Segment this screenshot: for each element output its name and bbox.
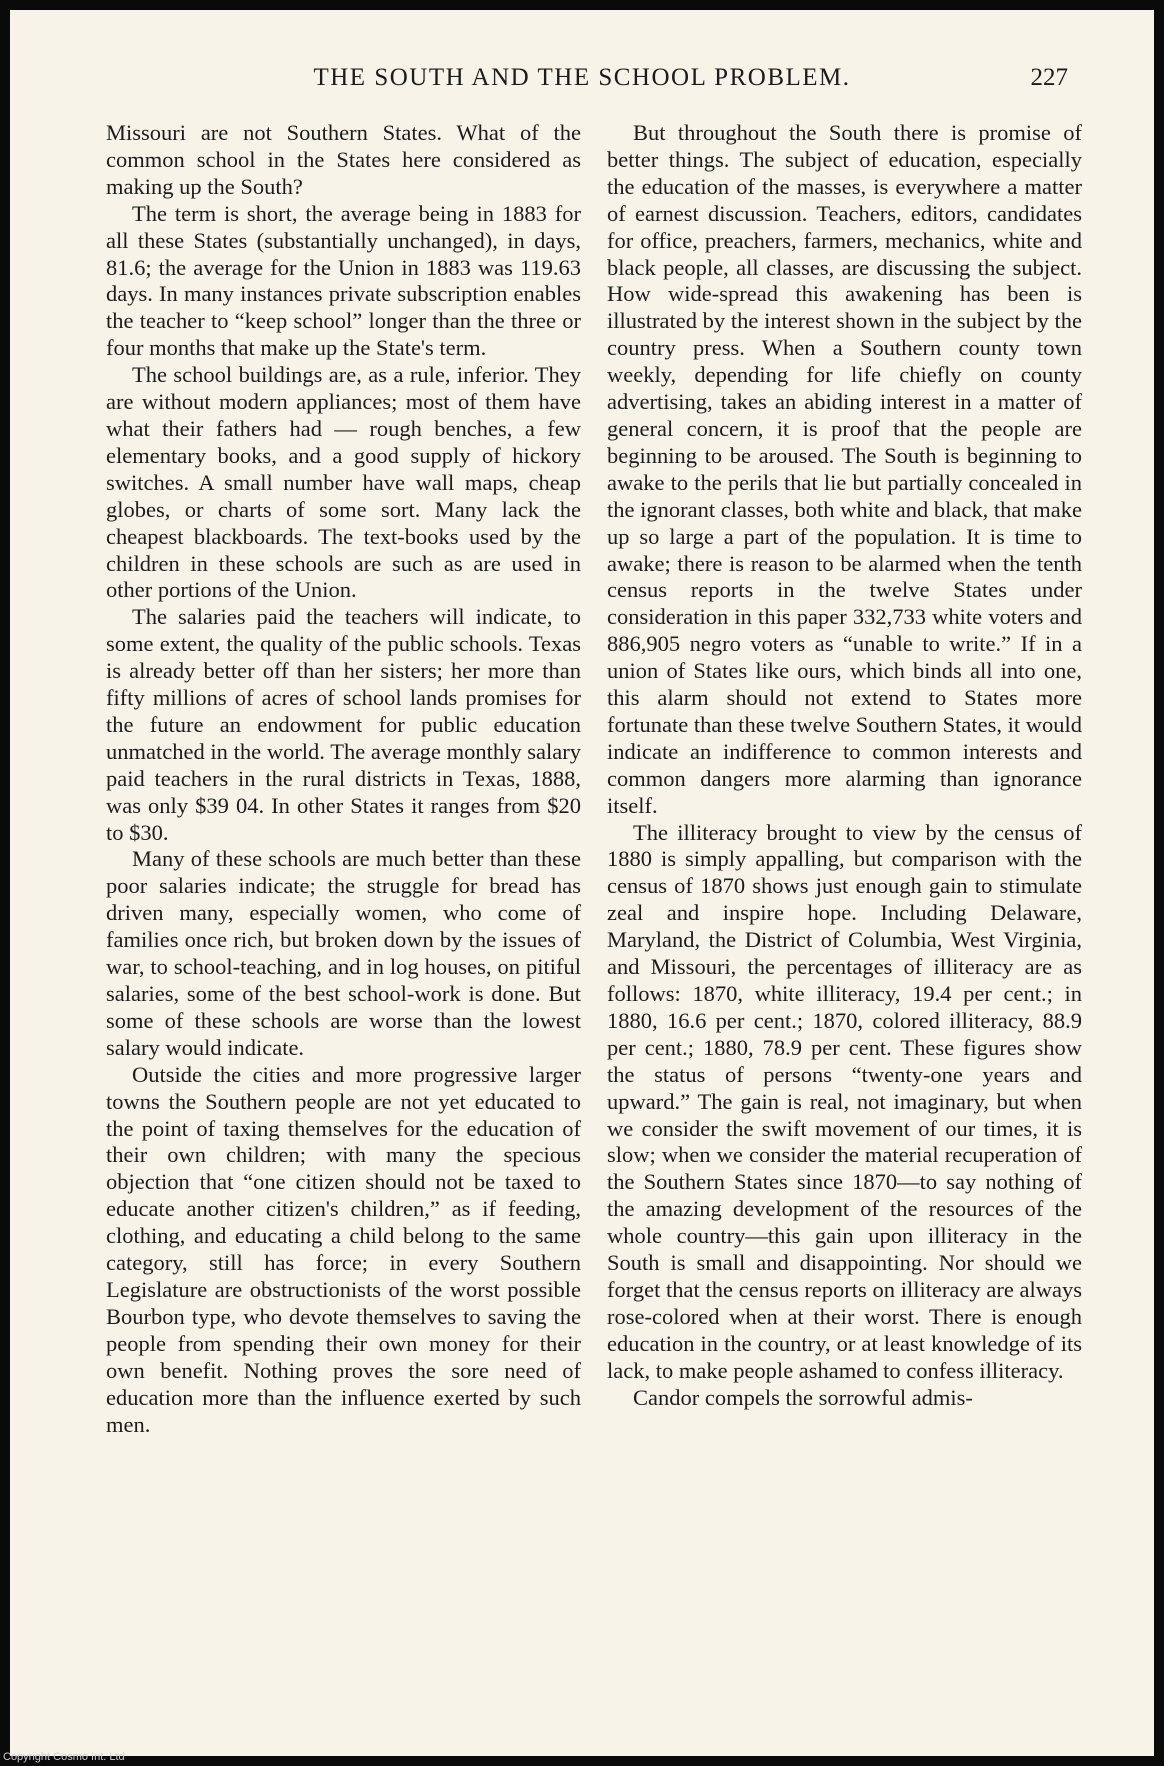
running-title: THE SOUTH AND THE SCHOOL PROBLEM.: [313, 64, 851, 91]
left-column: [106, 120, 581, 1438]
page-header: [10, 64, 1154, 104]
page-number: 227: [1030, 64, 1068, 91]
paragraph: Outside the cities and more progressive larger towns the Southern people are not yet educated to the point of taxing themselves for the education of their own children; with many the specious objection that “one citizen should not be taxed to educate another citizen's children,” as if feeding, clothing, and educating a child belong to the same category, still has force; in every Southern Legislature are obstructionists of the worst possible Bourbon type, who devote themselves to saving the people from spending their own money for their own benefit. Nothing proves the sore need of education more than the influence exerted by such men.: [106, 1061, 581, 1437]
book-page: [10, 10, 1154, 1756]
paragraph: But throughout the South there is promise of better things. The subject of education, especially the education of the masses, is everywhere a matter of earnest discussion. Teachers, editors, candidates for office, preachers, farmers, mechanics, white and black people, all classes, are discussing the subject. How wide-spread this awakening has been is illustrated by the interest shown in the subject by the country press. When a Southern county town weekly, depending for life chiefly on county advertising, takes an abiding interest in a matter of general concern, it is proof that the people are beginning to be aroused. The South is beginning to awake to the perils that lie but partially concealed in the ignorant classes, both white and black, that make up so large a part of the population. It is time to awake; there is reason to be alarmed when the tenth census reports in the twelve States under consideration in this paper 332,733 white voters and 886,905 negro voters as “unable to write.” If in a union of States like ours, which binds all into one, this alarm should not extend to States more fortunate than these twelve Southern States, it would indicate an indifference to common interests and common dangers more alarming than ignorance itself.: [607, 120, 1082, 818]
paragraph: The salaries paid the teachers will indicate, to some extent, the quality of the public schools. Texas is already better off than her sisters; her more than fifty millions of acres of school lands promises for the future an endowment for public education unmatched in the world. The average monthly salary paid teachers in the rural districts in Texas, 1888, was only $39 04. In other States it ranges from $20 to $30.: [106, 604, 581, 845]
paragraph: The term is short, the average being in 1883 for all these States (substantially unchanged), in days, 81.6; the average for the Union in 1883 was 119.63 days. In many instances private subscription enables the teacher to “keep school” longer than the three or four months that make up the State's term.: [106, 200, 581, 361]
paragraph: Missouri are not Southern States. What of the common school in the States here considered as making up the South?: [106, 120, 581, 199]
paragraph: The school buildings are, as a rule, inferior. They are without modern appliances; most of them have what their fathers had — rough benches, a few elementary books, and a good supply of hickory switches. A small number have wall maps, cheap globes, or charts of some sort. Many lack the cheapest blackboards. The text-books used by the children in these schools are such as are used in other portions of the Union.: [106, 362, 581, 603]
copyright-notice: Copyright Cosmo Int. Ltd: [3, 1751, 125, 1763]
right-column: [607, 120, 1082, 1412]
paragraph: The illiteracy brought to view by the census of 1880 is simply appalling, but comparison with the census of 1870 shows just enough gain to stimulate zeal and inspire hope. Including Delaware, Maryland, the District of Columbia, West Virginia, and Missouri, the percentages of illiteracy are as follows: 1870, white illiteracy, 19.4 per cent.; in 1880, 16.6 per cent.; 1870, colored illiteracy, 88.9 per cent.; 1880, 78.9 per cent. These figures show the status of persons “twenty-one years and upward.” The gain is real, not imaginary, but when we consider the swift movement of our times, it is slow; when we consider the material recuperation of the Southern States since 1870—to say nothing of the amazing development of the resources of the whole country—this gain upon illiteracy in the South is small and disappointing. Nor should we forget that the census reports on illiteracy are always rose-colored when at their worst. There is enough education in the country, or at least knowledge of its lack, to make people ashamed to confess illiteracy.: [607, 819, 1082, 1383]
paragraph: Candor compels the sorrowful admis-: [633, 1384, 973, 1410]
paragraph: Many of these schools are much better than these poor salaries indicate; the struggle for bread has driven many, especially women, who come of families once rich, but broken down by the issues of war, to school-teaching, and in log houses, on pitiful salaries, some of the best school-work is done. But some of these schools are worse than the lowest salary would indicate.: [106, 846, 581, 1060]
